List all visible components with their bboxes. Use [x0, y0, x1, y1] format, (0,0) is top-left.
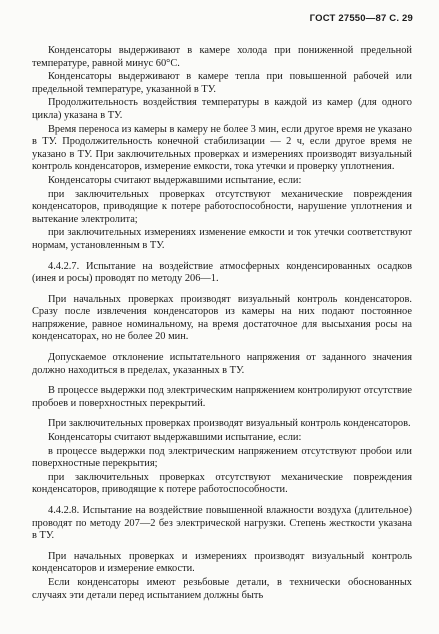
paragraph: Конденсаторы выдерживают в камере холода при пониженной предельной температуре, равной минус 60°С.	[32, 45, 412, 69]
paragraph: при заключительных измерениях изменение емкости и ток утечки соответствуют нормам, установленным в ТУ.	[32, 227, 412, 251]
paragraph: Время переноса из камеры в камеру не более 3 мин, если другое время не указано в ТУ. Продолжительность конечной стабилизации — 2 ч, если другое время не указано в ТУ. При заключительных проверках и измерениях производят визуальный контроль конденсаторов, измерение емкости, тока утечки и проверку уплотнения.	[32, 123, 412, 173]
page-header: ГОСТ 27550—87 С. 29	[309, 13, 413, 24]
paragraph: Конденсаторы считают выдержавшими испытание, если:	[48, 174, 302, 186]
paragraph: Продолжительность воздействия температуры в каждой из камер (для одного цикла) указана в ТУ.	[32, 97, 412, 121]
paragraph: При начальных проверках производят визуальный контроль конденсаторов. Сразу после извлечения конденсаторов из камеры на них подают постоянное напряжение, равное номинальному, на время достаточное для высыхания росы на конденсаторах, но не более 20 мин.	[32, 293, 412, 343]
paragraph: Допускаемое отклонение испытательного напряжения от заданного значения должно находиться в пределах, указанных в ТУ.	[32, 352, 412, 376]
paragraph: При начальных проверках и измерениях производят визуальный контроль конденсаторов и измерение емкости.	[32, 550, 412, 575]
document-body	[32, 45, 412, 603]
paragraph: Конденсаторы считают выдержавшими испытание, если:	[48, 432, 302, 444]
paragraph: Конденсаторы выдерживают в камере тепла при повышенной рабочей или предельной температуре, указанной в ТУ.	[32, 71, 412, 95]
paragraph: В процессе выдержки под электрическим напряжением контролируют отсутствие пробоев и поверхностных перекрытий.	[32, 385, 412, 409]
section-heading-4-4-2-8: 4.4.2.8. Испытание на воздействие повышенной влажности воздуха (длительное) проводят по методу 207—2 без электрической нагрузки. Степень жесткости указана в ТУ.	[32, 505, 412, 542]
paragraph: при заключительных проверках отсутствуют механические повреждения конденсаторов, приводящие к потере работоспособности, нарушение уплотнения и вытекание электролита;	[32, 188, 412, 225]
paragraph: в процессе выдержки под электрическим напряжением отсутствуют пробои или поверхностные перекрытия;	[32, 445, 412, 470]
paragraph: Если конденсаторы имеют резьбовые детали, в технически обоснованных случаях эти детали перед испытанием должны быть	[32, 576, 412, 601]
paragraph: При заключительных проверках производят визуальный контроль конденсаторов.	[48, 418, 411, 430]
paragraph: при заключительных проверках отсутствуют механические повреждения конденсаторов, приводящие к потере работоспособности.	[32, 471, 412, 496]
section-heading-4-4-2-7: 4.4.2.7. Испытание на воздействие атмосферных конденсированных осадков (инея и росы) проводят по методу 206—1.	[32, 260, 412, 285]
